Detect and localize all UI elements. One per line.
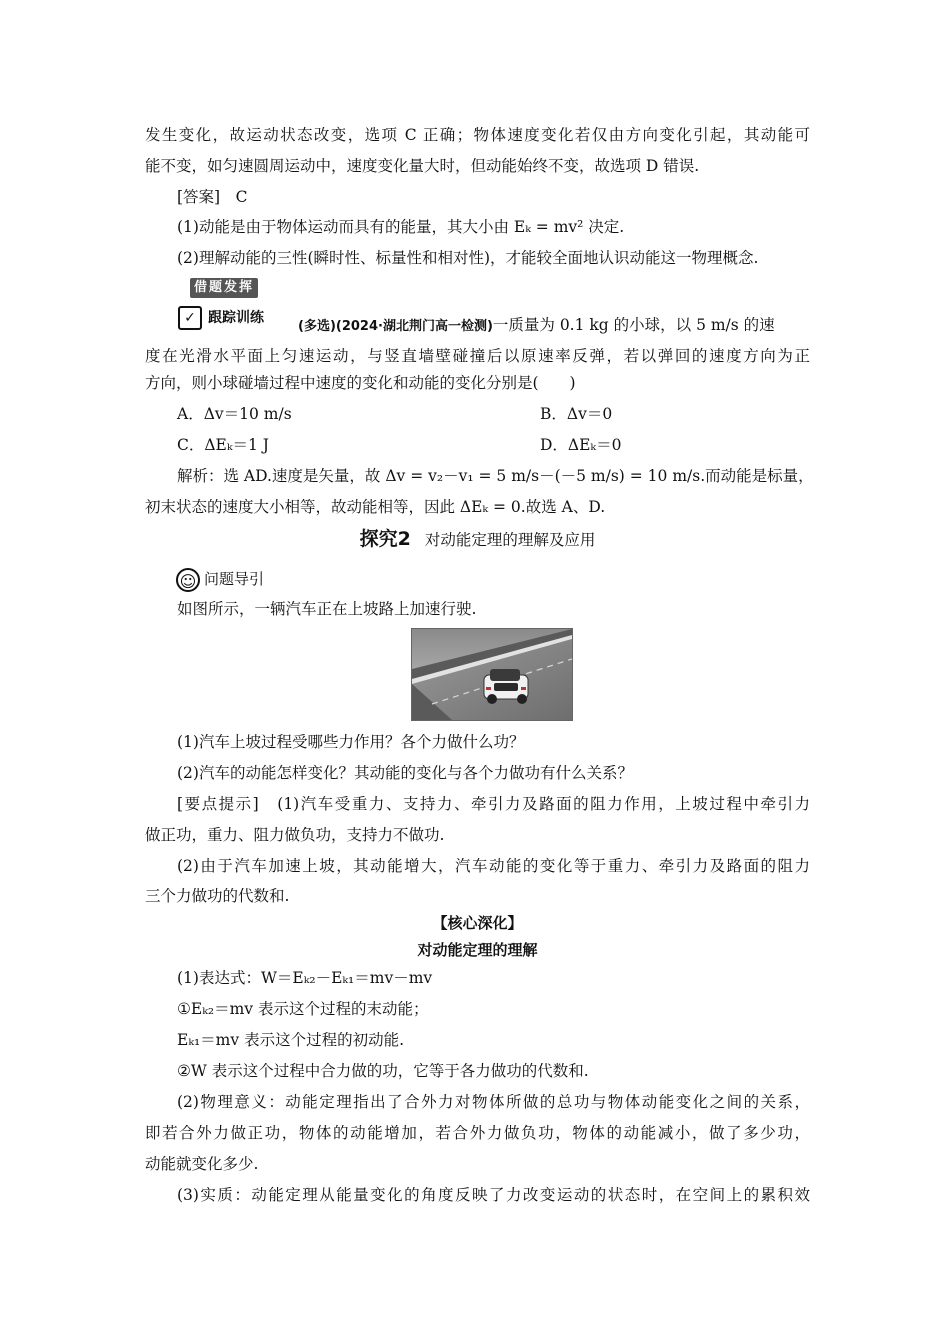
core-line: ①Eₖ₂＝mv 表示这个过程的末动能； xyxy=(177,1000,429,1018)
core-line: (1)表达式：W＝Eₖ₂－Eₖ₁＝mv－mv xyxy=(177,969,433,987)
guide-question: (1)汽车上坡过程受哪些力作用？各个力做什么功？ xyxy=(177,733,525,751)
note-line: (1)动能是由于物体运动而具有的能量，其大小由 Eₖ = mv² 决定. xyxy=(177,218,625,236)
guide-intro: 如图所示，一辆汽车正在上坡路上加速行驶. xyxy=(177,600,477,618)
answer-line: [答案] C xyxy=(177,188,248,206)
option-d: D．ΔEₖ＝0 xyxy=(540,436,622,454)
core-title: 【核心深化】 xyxy=(432,914,523,932)
car-uphill-photo xyxy=(411,628,573,721)
question-line: 度在光滑水平面上匀速运动，与竖直墙壁碰撞后以原速率反弹，若以弹回的速度方向为正 xyxy=(145,347,810,365)
solution-line: 初末状态的速度大小相等，故动能相等，因此 ΔEₖ = 0.故选 A、D. xyxy=(145,498,606,516)
note-line: (2)理解动能的三性(瞬时性、标量性和相对性)，才能较全面地认识动能这一物理概念. xyxy=(177,249,759,267)
guide-label-text: 问题导引 xyxy=(204,570,265,588)
smiley-face-icon: ☺ xyxy=(176,568,200,592)
hint-line: (2)由于汽车加速上坡，其动能增大，汽车动能的变化等于重力、牵引力及路面的阻力 xyxy=(177,857,810,875)
solution-line: 解析：选 AD.速度是矢量，故 Δv = v₂－v₁ = 5 m/s－(－5 m/s) = 10 m/s.而动能是标量， xyxy=(177,467,814,485)
core-line: (2)物理意义：动能定理指出了合外力对物体所做的总功与物体动能变化之间的关系， xyxy=(177,1093,810,1111)
track-label-text: 跟踪训练 xyxy=(208,310,264,326)
question-tag: (多选)(2024·湖北荆门高一检测) xyxy=(298,319,493,334)
hint-line: 三个力做功的代数和. xyxy=(145,887,290,905)
car-photo-illustration xyxy=(412,629,572,720)
question-first-line xyxy=(298,314,775,338)
hint-line: [要点提示] (1)汽车受重力、支持力、牵引力及路面的阻力作用，上坡过程中牵引力 xyxy=(177,795,810,813)
question-guide-label xyxy=(176,566,264,592)
core-subtitle: 对动能定理的理解 xyxy=(417,941,538,959)
core-line: ②W 表示这个过程中合力做的功，它等于各力做功的代数和. xyxy=(177,1062,589,1080)
text-line: 发生变化，故运动状态改变，选项 C 正确；物体速度变化若仅由方向变化引起，其动能可 xyxy=(145,126,810,144)
explore-number: 探究2 xyxy=(359,528,411,550)
explore-title: 对动能定理的理解及应用 xyxy=(424,531,596,549)
explore-heading xyxy=(145,528,810,551)
question-text: 一质量为 0.1 kg 的小球，以 5 m/s 的速 xyxy=(492,316,775,334)
core-line: Eₖ₁＝mv 表示这个过程的初动能. xyxy=(177,1031,404,1049)
core-line: 即若合外力做正功，物体的动能增加，若合外力做负功，物体的动能减小，做了多少功， xyxy=(145,1124,810,1142)
core-line: (3)实质：动能定理从能量变化的角度反映了力改变运动的状态时，在空间上的累积效 xyxy=(177,1186,810,1204)
core-line: 动能就变化多少. xyxy=(145,1155,259,1173)
hint-line: 做正功，重力、阻力做负功，支持力不做功. xyxy=(145,826,445,844)
option-b: B．Δv＝0 xyxy=(540,405,613,423)
text-line: 能不变，如匀速圆周运动中，速度变化量大时，但动能始终不变，故选项 D 错误. xyxy=(145,157,700,175)
option-a: A．Δv＝10 m/s xyxy=(177,405,292,423)
question-line: 方向，则小球碰墙过程中速度的变化和动能的变化分别是( ) xyxy=(145,374,576,392)
track-training-label xyxy=(178,306,264,330)
checkmark-icon: ✓ xyxy=(178,306,202,330)
section-badge: 借题发挥 xyxy=(190,278,258,298)
guide-question: (2)汽车的动能怎样变化？其动能的变化与各个力做功有什么关系？ xyxy=(177,764,633,782)
option-c: C．ΔEₖ＝1 J xyxy=(177,436,270,454)
